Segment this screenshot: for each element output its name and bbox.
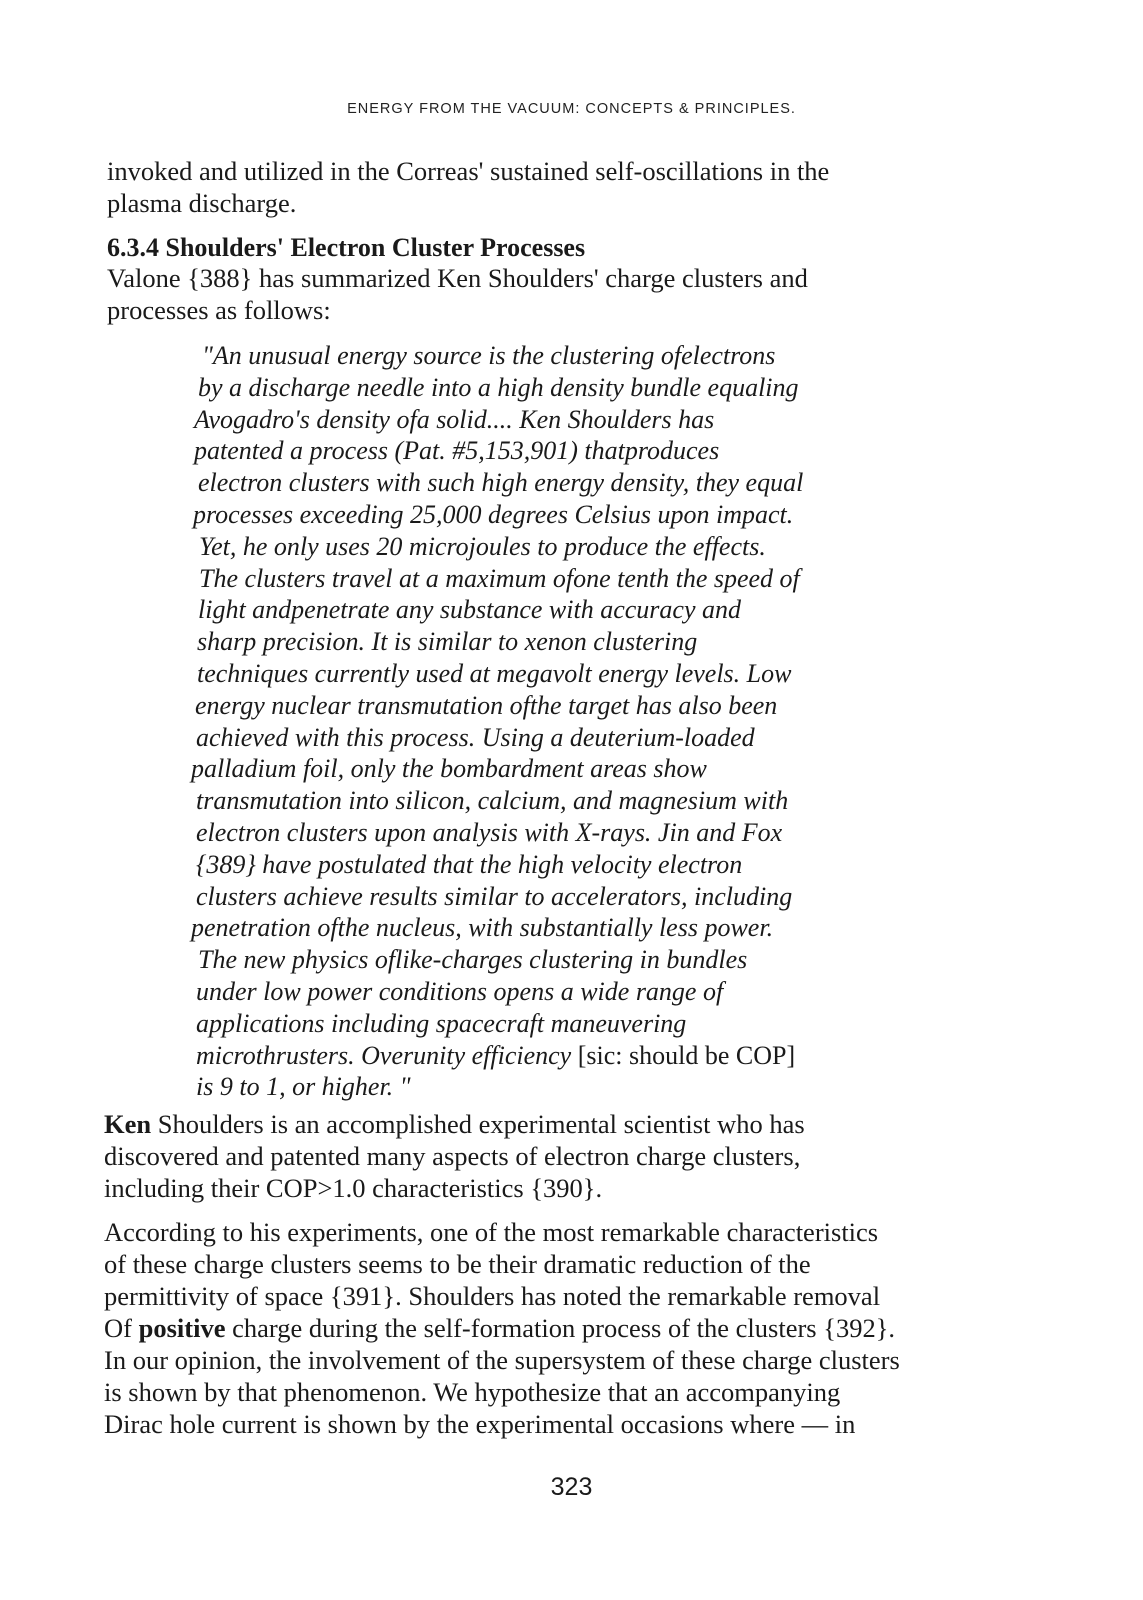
- text-line: According to his experiments, one of the most remarkable characteristics: [104, 1217, 879, 1247]
- bold-text: Ken: [104, 1109, 152, 1139]
- bold-text: positive: [138, 1313, 226, 1343]
- quote-line: electron clusters with such high energy density, they equal: [198, 468, 804, 498]
- paragraph-according: [104, 1216, 900, 1440]
- text-line: invoked and utilized in the Correas' sustained self-oscillations in the: [107, 156, 830, 186]
- quote-line: "An unusual energy source is the clustering ofelectrons: [202, 341, 776, 370]
- quote-line: electron clusters upon analysis with X-rays. Jin and Fox: [196, 817, 783, 847]
- quote-line: sharp precision. It is similar to xenon clustering: [197, 627, 698, 657]
- quote-line: energy nuclear transmutation ofthe target has also been: [195, 690, 778, 720]
- quote-line: under low power conditions opens a wide range of: [196, 976, 724, 1006]
- quote-line-italic-part: microthrusters. Overunity efficiency: [196, 1040, 572, 1070]
- quote-line: Yet, he only uses 20 microjoules to produce the effects.: [199, 531, 766, 561]
- quote-line: Avogadro's density ofa solid.... Ken Shoulders has: [194, 404, 715, 434]
- editorial-insertion: [sic: should be COP]: [571, 1040, 796, 1070]
- quote-line: [0, 1040, 803, 1072]
- page-number: 323: [550, 1473, 593, 1501]
- quote-line: achieved with this process. Using a deuterium-loaded: [196, 722, 755, 752]
- text-line: plasma discharge.: [107, 188, 297, 218]
- quote-line: The clusters travel at a maximum ofone tenth the speed of: [199, 563, 800, 593]
- text-line: of these charge clusters seems to be their dramatic reduction of the: [104, 1249, 811, 1279]
- intro-paragraph: [107, 155, 829, 219]
- paragraph-ken-shoulders: [104, 1108, 805, 1204]
- text-line: In our opinion, the involvement of the supersystem of these charge clusters: [104, 1345, 900, 1375]
- block-quote: [0, 340, 803, 1103]
- quote-line: applications including spacecraft maneuvering: [196, 1008, 687, 1038]
- quote-line: {389} have postulated that the high velocity electron: [196, 849, 743, 879]
- text-line: Valone {388} has summarized Ken Shoulders' charge clusters and: [107, 263, 808, 293]
- quote-line: penetration ofthe nucleus, with substantially less power.: [191, 913, 774, 943]
- text-line: including their COP>1.0 characteristics {390}.: [104, 1173, 603, 1203]
- running-header: ENERGY FROM THE VACUUM: CONCEPTS & PRINCIPLES.: [347, 101, 796, 117]
- quote-line: by a discharge needle into a high density bundle equaling: [198, 372, 799, 402]
- text-line: [104, 1108, 805, 1140]
- text-line: permittivity of space {391}. Shoulders has noted the remarkable removal: [104, 1281, 881, 1311]
- quote-line: patented a process (Pat. #5,153,901) thatproduces: [194, 436, 720, 466]
- quote-line: clusters achieve results similar to accelerators, including: [196, 881, 793, 911]
- text-line: [104, 1312, 900, 1344]
- quote-line: light andpenetrate any substance with accuracy and: [198, 595, 742, 625]
- text-run: charge during the self-formation process of the clusters {392}.: [225, 1313, 896, 1343]
- section-lead-paragraph: [107, 262, 808, 326]
- quote-line: The new physics oflike-charges clustering in bundles: [198, 945, 748, 975]
- section-heading: 6.3.4 Shoulders' Electron Cluster Processes: [107, 233, 586, 262]
- text-run: Shoulders is an accomplished experimental scientist who has: [151, 1109, 805, 1139]
- text-line: discovered and patented many aspects of electron charge clusters,: [104, 1141, 801, 1171]
- text-run: Of: [104, 1313, 139, 1343]
- quote-line: palladium foil, only the bombardment areas show: [191, 754, 707, 784]
- text-line: Dirac hole current is shown by the experimental occasions where — in: [104, 1409, 856, 1439]
- quote-line: techniques currently used at megavolt energy levels. Low: [197, 658, 792, 688]
- quote-line: processes exceeding 25,000 degrees Celsius upon impact.: [193, 499, 794, 529]
- text-line: processes as follows:: [107, 295, 331, 325]
- quote-line: transmutation into silicon, calcium, and magnesium with: [196, 786, 789, 816]
- quote-line: is 9 to 1, or higher. ": [196, 1072, 411, 1102]
- text-line: is shown by that phenomenon. We hypothesize that an accompanying: [104, 1377, 841, 1407]
